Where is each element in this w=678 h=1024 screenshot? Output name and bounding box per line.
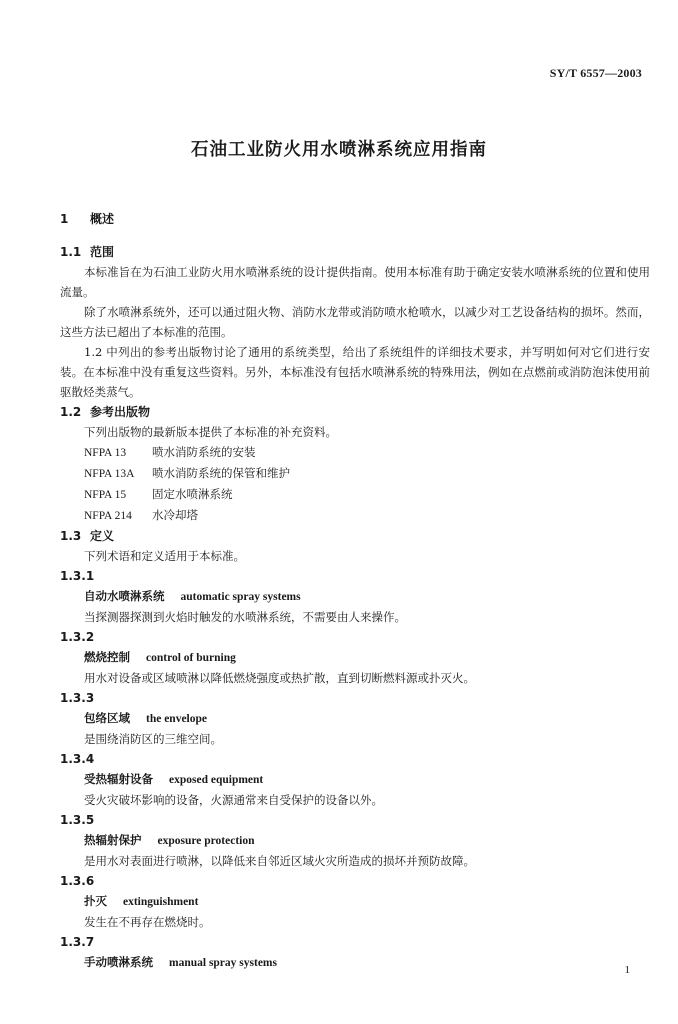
term-number: 1.3.7 [60,935,95,949]
document-body [60,210,650,973]
page-number: 1 [624,964,630,976]
term-definition: 当探测器探测到火焰时触发的水喷淋系统，不需要由人来操作。 [84,610,406,624]
term-definition: 是用水对表面进行喷淋，以降低来自邻近区域火灾所造成的损坏并预防故障。 [84,854,475,868]
term-number: 1.3.5 [60,813,95,827]
term-number: 1.3.2 [60,630,95,644]
term-heading: 手动喷淋系统 manual spray systems [84,955,277,969]
paragraph: 本标准旨在为石油工业防火用水喷淋系统的设计提供指南。使用本标准有助于确定安装水喷淋系统的位置和使用流量。 [60,265,650,299]
term-heading: 燃烧控制 control of burning [84,650,236,664]
term-heading: 受热辐射设备 exposed equipment [84,772,264,786]
section-1-heading: 1 概述 [60,212,115,226]
paragraph: 1.2 中列出的参考出版物讨论了通用的系统类型，给出了系统组件的详细技术要求，并写明如何对它们进行安装。在本标准中没有重复这些资料。另外，本标准没有包括水喷淋系统的特殊用法，例如在点燃前或消防泡沫使用前驱散烃类蒸气。 [60,345,650,399]
section-1-2-heading: 1.2 参考出版物 [60,405,151,419]
paragraph: 下列出版物的最新版本提供了本标准的补充资料。 [84,425,337,439]
term-number: 1.3.6 [60,874,95,888]
reference-item: NFPA 15 固定水喷淋系统 [84,487,233,501]
term-heading: 包络区域 the envelope [84,711,208,725]
reference-item: NFPA 13 喷水消防系统的安装 [84,445,256,459]
term-definition: 发生在不再存在燃烧时。 [84,915,211,929]
term-definition: 用水对设备或区域喷淋以降低燃烧强度或热扩散，直到切断燃料源或扑灭火。 [84,671,475,685]
section-1-1-heading: 1.1 范围 [60,245,115,259]
term-heading: 扑灭 extinguishment [84,894,199,908]
term-heading: 自动水喷淋系统 automatic spray systems [84,589,301,603]
term-definition: 受火灾破坏影响的设备，火源通常来自受保护的设备以外。 [84,793,383,807]
reference-list [60,442,650,526]
section-1-3-heading: 1.3 定义 [60,529,115,543]
term-definition: 是围绕消防区的三维空间。 [84,732,222,746]
term-number: 1.3.3 [60,691,95,705]
document-title: 石油工业防火用水喷淋系统应用指南 [191,140,487,160]
reference-item: NFPA 13A 喷水消防系统的保管和维护 [84,466,290,480]
reference-item: NFPA 214 水冷却塔 [84,508,198,522]
term-heading: 热辐射保护 exposure protection [84,833,255,847]
paragraph: 除了水喷淋系统外，还可以通过阻火物、消防水龙带或消防喷水枪喷水，以减少对工艺设备结构的损坏。然而，这些方法已超出了本标准的范围。 [60,305,650,339]
term-number: 1.3.1 [60,569,95,583]
standard-code: SY/T 6557—2003 [549,66,642,80]
paragraph: 下列术语和定义适用于本标准。 [84,549,245,563]
term-number: 1.3.4 [60,752,95,766]
